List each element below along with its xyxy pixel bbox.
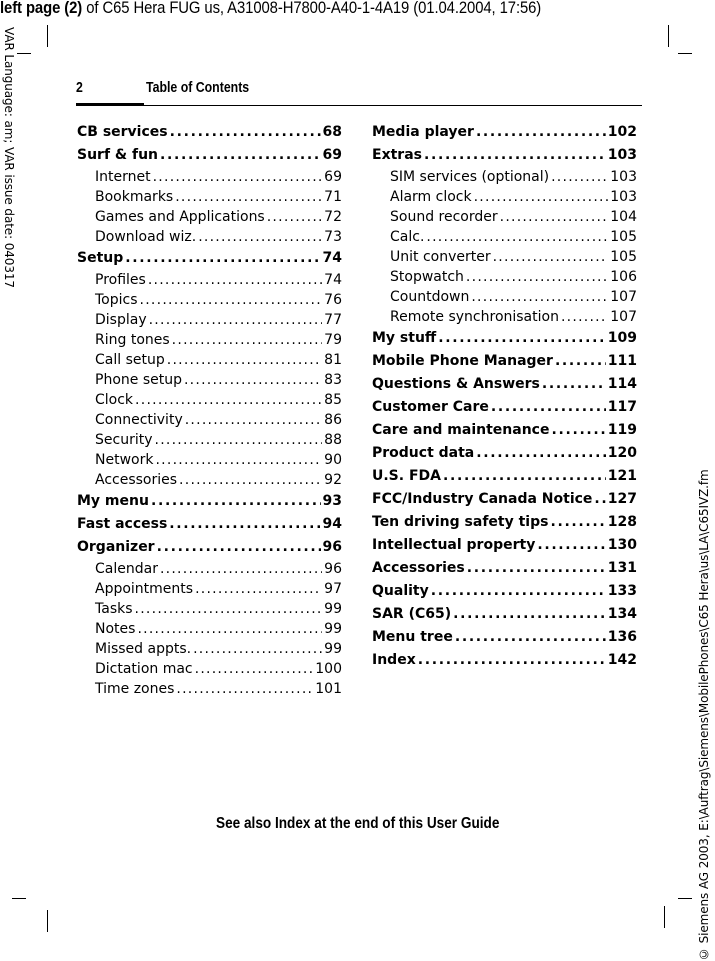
page-title: Table of Contents <box>146 80 250 96</box>
dot-leader <box>155 430 323 450</box>
toc-entry-label: Bookmarks <box>95 189 174 205</box>
toc-entry-label: CB services <box>77 124 168 140</box>
dot-leader <box>148 270 322 290</box>
dot-leader <box>149 310 323 330</box>
toc-entry-page: 111 <box>607 353 637 369</box>
dot-leader <box>151 490 321 513</box>
toc-entry-label: Network <box>95 452 154 468</box>
dot-leader <box>476 121 606 144</box>
toc-entry[interactable] <box>372 580 637 603</box>
toc-entry-page: 103 <box>610 169 637 185</box>
toc-entry-label: Surf & fun <box>77 147 159 163</box>
toc-entry[interactable] <box>77 619 342 639</box>
toc-entry[interactable] <box>77 579 342 599</box>
dot-leader <box>135 390 322 410</box>
toc-entry-page: 99 <box>324 601 342 617</box>
toc-entry[interactable] <box>77 167 342 187</box>
dot-leader <box>466 267 608 287</box>
toc-entry[interactable] <box>77 247 342 270</box>
dot-leader <box>135 599 323 619</box>
toc-entry-page: 107 <box>610 309 637 325</box>
dot-leader <box>160 144 320 167</box>
dot-leader <box>125 247 320 270</box>
toc-entry-page: 96 <box>324 561 342 577</box>
dot-leader <box>153 167 323 187</box>
crop-mark <box>678 53 692 54</box>
toc-entry[interactable] <box>372 350 637 373</box>
toc-entry[interactable] <box>77 390 342 410</box>
toc-entry-label: Games and Applications <box>95 209 265 225</box>
toc-entry-label: Sound recorder <box>390 209 498 225</box>
toc-entry[interactable] <box>372 626 637 649</box>
toc-entry-label: Clock <box>95 392 134 408</box>
toc-entry[interactable] <box>77 470 342 490</box>
toc-entry[interactable] <box>372 557 637 580</box>
toc-entry-label: Questions & Answers <box>372 376 540 392</box>
toc-entry-page: 117 <box>607 399 637 415</box>
toc-entry[interactable] <box>77 490 342 513</box>
toc-entry-label: U.S. FDA <box>372 468 441 484</box>
toc-entry-label: Remote synchronisation <box>390 309 559 325</box>
toc-entry-page: 103 <box>607 147 637 163</box>
toc-entry-label: Internet <box>95 169 151 185</box>
toc-entry-page: 76 <box>324 292 342 308</box>
dot-leader <box>179 470 322 490</box>
toc-entry[interactable] <box>77 330 342 350</box>
toc-entry[interactable] <box>372 207 637 227</box>
dot-leader <box>594 488 605 511</box>
dot-leader <box>155 450 322 470</box>
toc-entry[interactable] <box>77 144 342 167</box>
page-header <box>76 80 642 106</box>
toc-entry-label: Display <box>95 312 147 328</box>
crop-mark <box>12 898 26 899</box>
toc-entry-label: Extras <box>372 147 422 163</box>
toc-entry-page: 99 <box>324 621 342 637</box>
crop-mark <box>668 25 669 47</box>
toc-entry-label: Organizer <box>77 539 155 555</box>
toc-entry[interactable] <box>372 373 637 396</box>
toc-entry[interactable] <box>372 419 637 442</box>
dot-leader <box>555 350 606 373</box>
index-note <box>0 815 715 833</box>
toc-entry-label: Care and maintenance <box>372 422 550 438</box>
crop-mark <box>17 53 31 54</box>
toc-entry-label: Ring tones <box>95 332 170 348</box>
toc-entry[interactable] <box>77 121 342 144</box>
toc-entry[interactable] <box>77 370 342 390</box>
dot-leader <box>185 410 322 430</box>
dot-leader <box>500 207 609 227</box>
toc-entry-label: Phone setup <box>95 372 182 388</box>
print-banner-page: left page (2) <box>0 0 83 17</box>
toc-entry-label: Dictation mac <box>95 661 193 677</box>
toc-entry-page: 130 <box>607 537 637 553</box>
dot-leader <box>491 396 606 419</box>
toc-entry-page: 81 <box>324 352 342 368</box>
dot-leader <box>169 513 320 536</box>
toc-entry[interactable] <box>372 307 637 327</box>
file-path-note: © Siemens AG 2003, E:\Auftrag\Siemens\MobilePhones\C65 Hera\us\LA\C65IVZ.fm <box>697 469 711 961</box>
toc-entry-page: 94 <box>322 516 342 532</box>
dot-leader <box>561 307 608 327</box>
toc-entry[interactable] <box>372 465 637 488</box>
dot-leader <box>140 290 323 310</box>
toc-entry-label: Product data <box>372 445 475 461</box>
dot-leader <box>170 121 321 144</box>
dot-leader <box>471 287 608 307</box>
dot-leader <box>160 559 322 579</box>
toc-entry-label: Missed appts. <box>95 641 192 657</box>
toc-entry-label: Tasks <box>95 601 133 617</box>
toc-entry-page: 114 <box>607 376 637 392</box>
toc-entry-page: 104 <box>610 209 637 225</box>
crop-mark <box>678 898 692 899</box>
toc-entry[interactable] <box>77 679 342 699</box>
toc-entry-page: 96 <box>322 539 342 555</box>
toc-entry-label: Accessories <box>372 560 465 576</box>
toc-entry-page: 69 <box>324 169 342 185</box>
toc-entry-page: 120 <box>607 445 637 461</box>
toc-entry-label: SAR (C65) <box>372 606 452 622</box>
dot-leader <box>184 370 322 390</box>
crop-mark <box>664 906 665 928</box>
dot-leader <box>493 247 609 267</box>
toc-entry[interactable] <box>77 639 342 659</box>
toc-entry-page: 83 <box>324 372 342 388</box>
toc-entry-page: 90 <box>324 452 342 468</box>
var-language-note: VAR Language: am; VAR issue date: 040317 <box>2 27 16 288</box>
toc-entry[interactable] <box>77 513 342 536</box>
toc-entry[interactable] <box>77 410 342 430</box>
toc-entry-page: 72 <box>324 209 342 225</box>
toc-entry-label: Unit converter <box>390 249 491 265</box>
toc-entry-page: 73 <box>324 229 342 245</box>
dot-leader <box>198 227 322 247</box>
toc-entry-label: Media player <box>372 124 474 140</box>
dot-leader <box>175 187 322 207</box>
toc-column-right <box>372 121 637 672</box>
toc-column-left <box>77 121 342 699</box>
dot-leader <box>537 534 605 557</box>
toc-entry[interactable] <box>77 430 342 450</box>
toc-entry-page: 68 <box>322 124 342 140</box>
toc-entry[interactable] <box>77 207 342 227</box>
toc-entry-label: Topics <box>95 292 138 308</box>
toc-entry-label: Calc. <box>390 229 425 245</box>
toc-entry[interactable] <box>372 247 637 267</box>
crop-mark <box>47 910 48 932</box>
toc-entry-page: 69 <box>322 147 342 163</box>
toc-entry-page: 77 <box>324 312 342 328</box>
dot-leader <box>455 626 606 649</box>
toc-entry[interactable] <box>372 603 637 626</box>
toc-entry-page: 85 <box>324 392 342 408</box>
toc-entry-page: 107 <box>610 289 637 305</box>
toc-entry-page: 74 <box>324 272 342 288</box>
toc-entry-page: 71 <box>324 189 342 205</box>
toc-entry-page: 128 <box>607 514 637 530</box>
toc-entry-page: 92 <box>324 472 342 488</box>
toc-entry[interactable] <box>372 511 637 534</box>
toc-entry-label: Stopwatch <box>390 269 464 285</box>
index-note-text: See also Index at the end of this User Guide <box>215 815 500 832</box>
toc-entry-label: Customer Care <box>372 399 489 415</box>
print-banner <box>0 0 644 18</box>
dot-leader <box>267 207 322 227</box>
toc-entry-page: 119 <box>607 422 637 438</box>
toc-entry-page: 101 <box>315 681 342 697</box>
toc-entry-label: Mobile Phone Manager <box>372 353 553 369</box>
toc-entry-page: 121 <box>607 468 637 484</box>
toc-entry[interactable] <box>77 227 342 247</box>
toc-entry-page: 103 <box>610 189 637 205</box>
toc-entry-label: Calendar <box>95 561 158 577</box>
toc-entry[interactable] <box>77 536 342 559</box>
toc-entry[interactable] <box>372 144 637 167</box>
dot-leader <box>157 536 321 559</box>
toc-entry-label: Fast access <box>77 516 168 532</box>
page-number: 2 <box>76 80 83 96</box>
toc-entry[interactable] <box>372 227 637 247</box>
toc-entry-label: FCC/Industry Canada Notice <box>372 491 593 507</box>
toc-entry-page: 133 <box>607 583 637 599</box>
dot-leader <box>551 167 608 187</box>
toc-entry-page: 136 <box>607 629 637 645</box>
dot-leader <box>193 639 322 659</box>
dot-leader <box>195 659 314 679</box>
dot-leader <box>431 580 606 603</box>
toc-entry[interactable] <box>77 659 342 679</box>
toc-entry-label: Accessories <box>95 472 178 488</box>
toc-entry-page: 97 <box>324 581 342 597</box>
toc-entry[interactable] <box>372 488 637 511</box>
dot-leader <box>551 419 605 442</box>
toc-entry-label: Intellectual property <box>372 537 536 553</box>
toc-entry[interactable] <box>372 442 637 465</box>
header-rule <box>144 105 642 106</box>
toc-entry[interactable] <box>372 187 637 207</box>
toc-entry[interactable] <box>77 599 342 619</box>
dot-leader <box>172 330 323 350</box>
toc-entry[interactable] <box>77 350 342 370</box>
toc-entry-label: Ten driving safety tips <box>372 514 549 530</box>
toc-entry[interactable] <box>372 649 637 672</box>
toc-entry-label: SIM services (optional) <box>390 169 550 185</box>
toc-entry[interactable] <box>77 290 342 310</box>
toc-entry-label: My menu <box>77 493 149 509</box>
dot-leader <box>467 557 606 580</box>
toc-entry-page: 105 <box>610 229 637 245</box>
dot-leader <box>137 619 322 639</box>
toc-entry-label: My stuff <box>372 330 437 346</box>
toc-entry[interactable] <box>372 327 637 350</box>
toc-entry-label: Security <box>95 432 153 448</box>
crop-mark <box>47 25 48 47</box>
toc-entry-label: Connectivity <box>95 412 183 428</box>
toc-entry[interactable] <box>77 270 342 290</box>
toc-entry-label: Notes <box>95 621 136 637</box>
dot-leader <box>443 465 606 488</box>
dot-leader <box>195 579 322 599</box>
toc-entry-label: Time zones <box>95 681 175 697</box>
toc-entry-page: 134 <box>607 606 637 622</box>
dot-leader <box>176 679 313 699</box>
toc-entry[interactable] <box>77 310 342 330</box>
toc-entry-label: Countdown <box>390 289 470 305</box>
toc-entry-page: 93 <box>322 493 342 509</box>
dot-leader <box>474 187 609 207</box>
dot-leader <box>438 327 606 350</box>
toc-entry-page: 102 <box>607 124 637 140</box>
toc-entry-page: 127 <box>607 491 637 507</box>
header-rule-thick <box>76 103 144 106</box>
toc-entry[interactable] <box>372 534 637 557</box>
toc-entry[interactable] <box>372 396 637 419</box>
dot-leader <box>167 350 322 370</box>
toc-entry-label: Menu tree <box>372 629 453 645</box>
toc-entry-label: Alarm clock <box>390 189 472 205</box>
toc-entry[interactable] <box>77 559 342 579</box>
toc-entry[interactable] <box>77 187 342 207</box>
toc-entry[interactable] <box>77 450 342 470</box>
toc-entry-page: 131 <box>607 560 637 576</box>
toc-entry-page: 105 <box>610 249 637 265</box>
toc-entry-label: Appointments <box>95 581 194 597</box>
toc-entry-label: Call setup <box>95 352 165 368</box>
toc-entry-label: Profiles <box>95 272 146 288</box>
toc-entry-page: 99 <box>324 641 342 657</box>
toc-entry-page: 74 <box>322 250 342 266</box>
toc-entry-label: Index <box>372 652 416 668</box>
toc-entry-label: Quality <box>372 583 429 599</box>
toc-entry-page: 109 <box>607 330 637 346</box>
dot-leader <box>550 511 605 534</box>
toc-entry-page: 142 <box>607 652 637 668</box>
toc-entry[interactable] <box>372 121 637 144</box>
toc-entry-label: Download wiz. <box>95 229 197 245</box>
toc-entry[interactable] <box>372 167 637 187</box>
dot-leader <box>426 227 608 247</box>
toc-entry-page: 100 <box>315 661 342 677</box>
toc-entry[interactable] <box>372 287 637 307</box>
dot-leader <box>424 144 606 167</box>
toc-entry-page: 86 <box>324 412 342 428</box>
dot-leader <box>418 649 606 672</box>
toc-entry-page: 106 <box>610 269 637 285</box>
toc-entry[interactable] <box>372 267 637 287</box>
toc-entry-label: Setup <box>77 250 124 266</box>
print-banner-doc: of C65 Hera FUG us, A31008-H7800-A40-1-4A19 (01.04.2004, 17:56) <box>82 0 542 17</box>
toc-entry-page: 88 <box>324 432 342 448</box>
dot-leader <box>476 442 606 465</box>
dot-leader <box>542 373 606 396</box>
toc-entry-page: 79 <box>324 332 342 348</box>
dot-leader <box>453 603 606 626</box>
